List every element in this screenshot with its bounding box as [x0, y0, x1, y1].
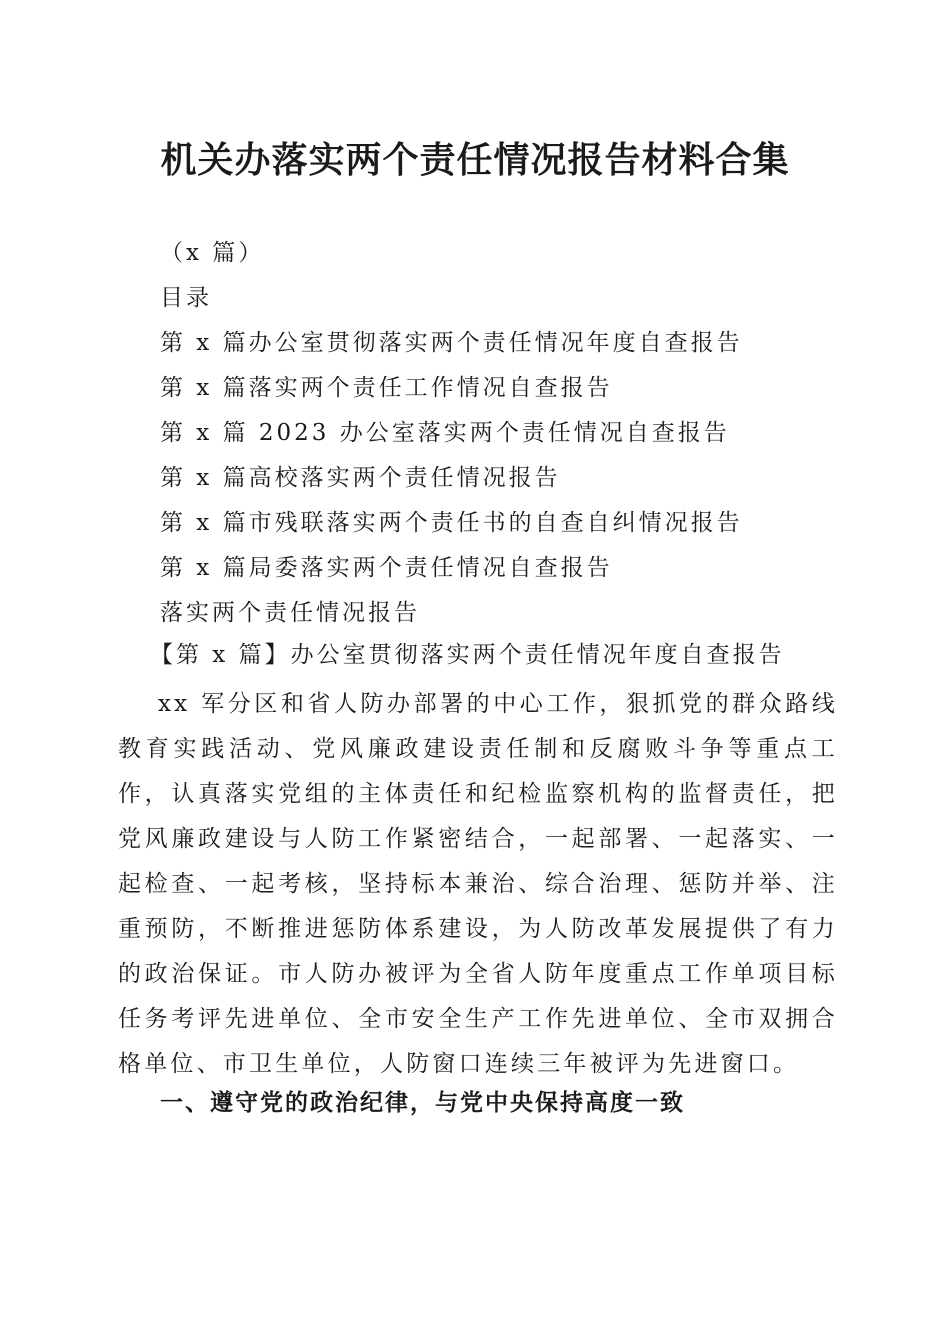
- document-title: 机关办落实两个责任情况报告材料合集: [160, 139, 790, 181]
- toc-item: 第 x 篇市残联落实两个责任书的自查自纠情况报告: [160, 510, 743, 536]
- toc-item: 第 x 篇 2023 办公室落实两个责任情况自查报告: [160, 420, 730, 446]
- toc-item: 第 x 篇办公室贯彻落实两个责任情况年度自查报告: [160, 330, 743, 356]
- body-paragraph: xx 军分区和省人防办部署的中心工作，狠抓党的群众路线教育实践活动、党风廉政建设责任制和反腐败斗争等重点工作，认真落实党组的主体责任和纪检监察机构的监督责任，把党风廉政建设与人防工作紧密结合，一起部署、一起落实、一起检查、一起考核，坚持标本兼治、综合治理、惩防并举、注重预防，不断推进惩防体系建设，为人防改革发展提供了有力的政治保证。市人防办被评为全省人防年度重点工作单项目标任务考评先进单位、全市安全生产工作先进单位、全市双拥合格单位、市卫生单位，人防窗口连续三年被评为先进窗口。: [118, 691, 838, 1077]
- toc-item: 第 x 篇落实两个责任工作情况自查报告: [160, 375, 613, 401]
- section-heading: 一、遵守党的政治纪律，与党中央保持高度一致: [160, 1090, 685, 1116]
- count-note: （x 篇）: [160, 240, 265, 266]
- toc-item: 第 x 篇局委落实两个责任情况自查报告: [160, 555, 613, 581]
- section-title: 【第 x 篇】办公室贯彻落实两个责任情况年度自查报告: [150, 642, 785, 668]
- toc-label: 目录: [160, 285, 212, 311]
- toc-item: 落实两个责任情况报告: [160, 600, 420, 626]
- toc-item: 第 x 篇高校落实两个责任情况报告: [160, 465, 561, 491]
